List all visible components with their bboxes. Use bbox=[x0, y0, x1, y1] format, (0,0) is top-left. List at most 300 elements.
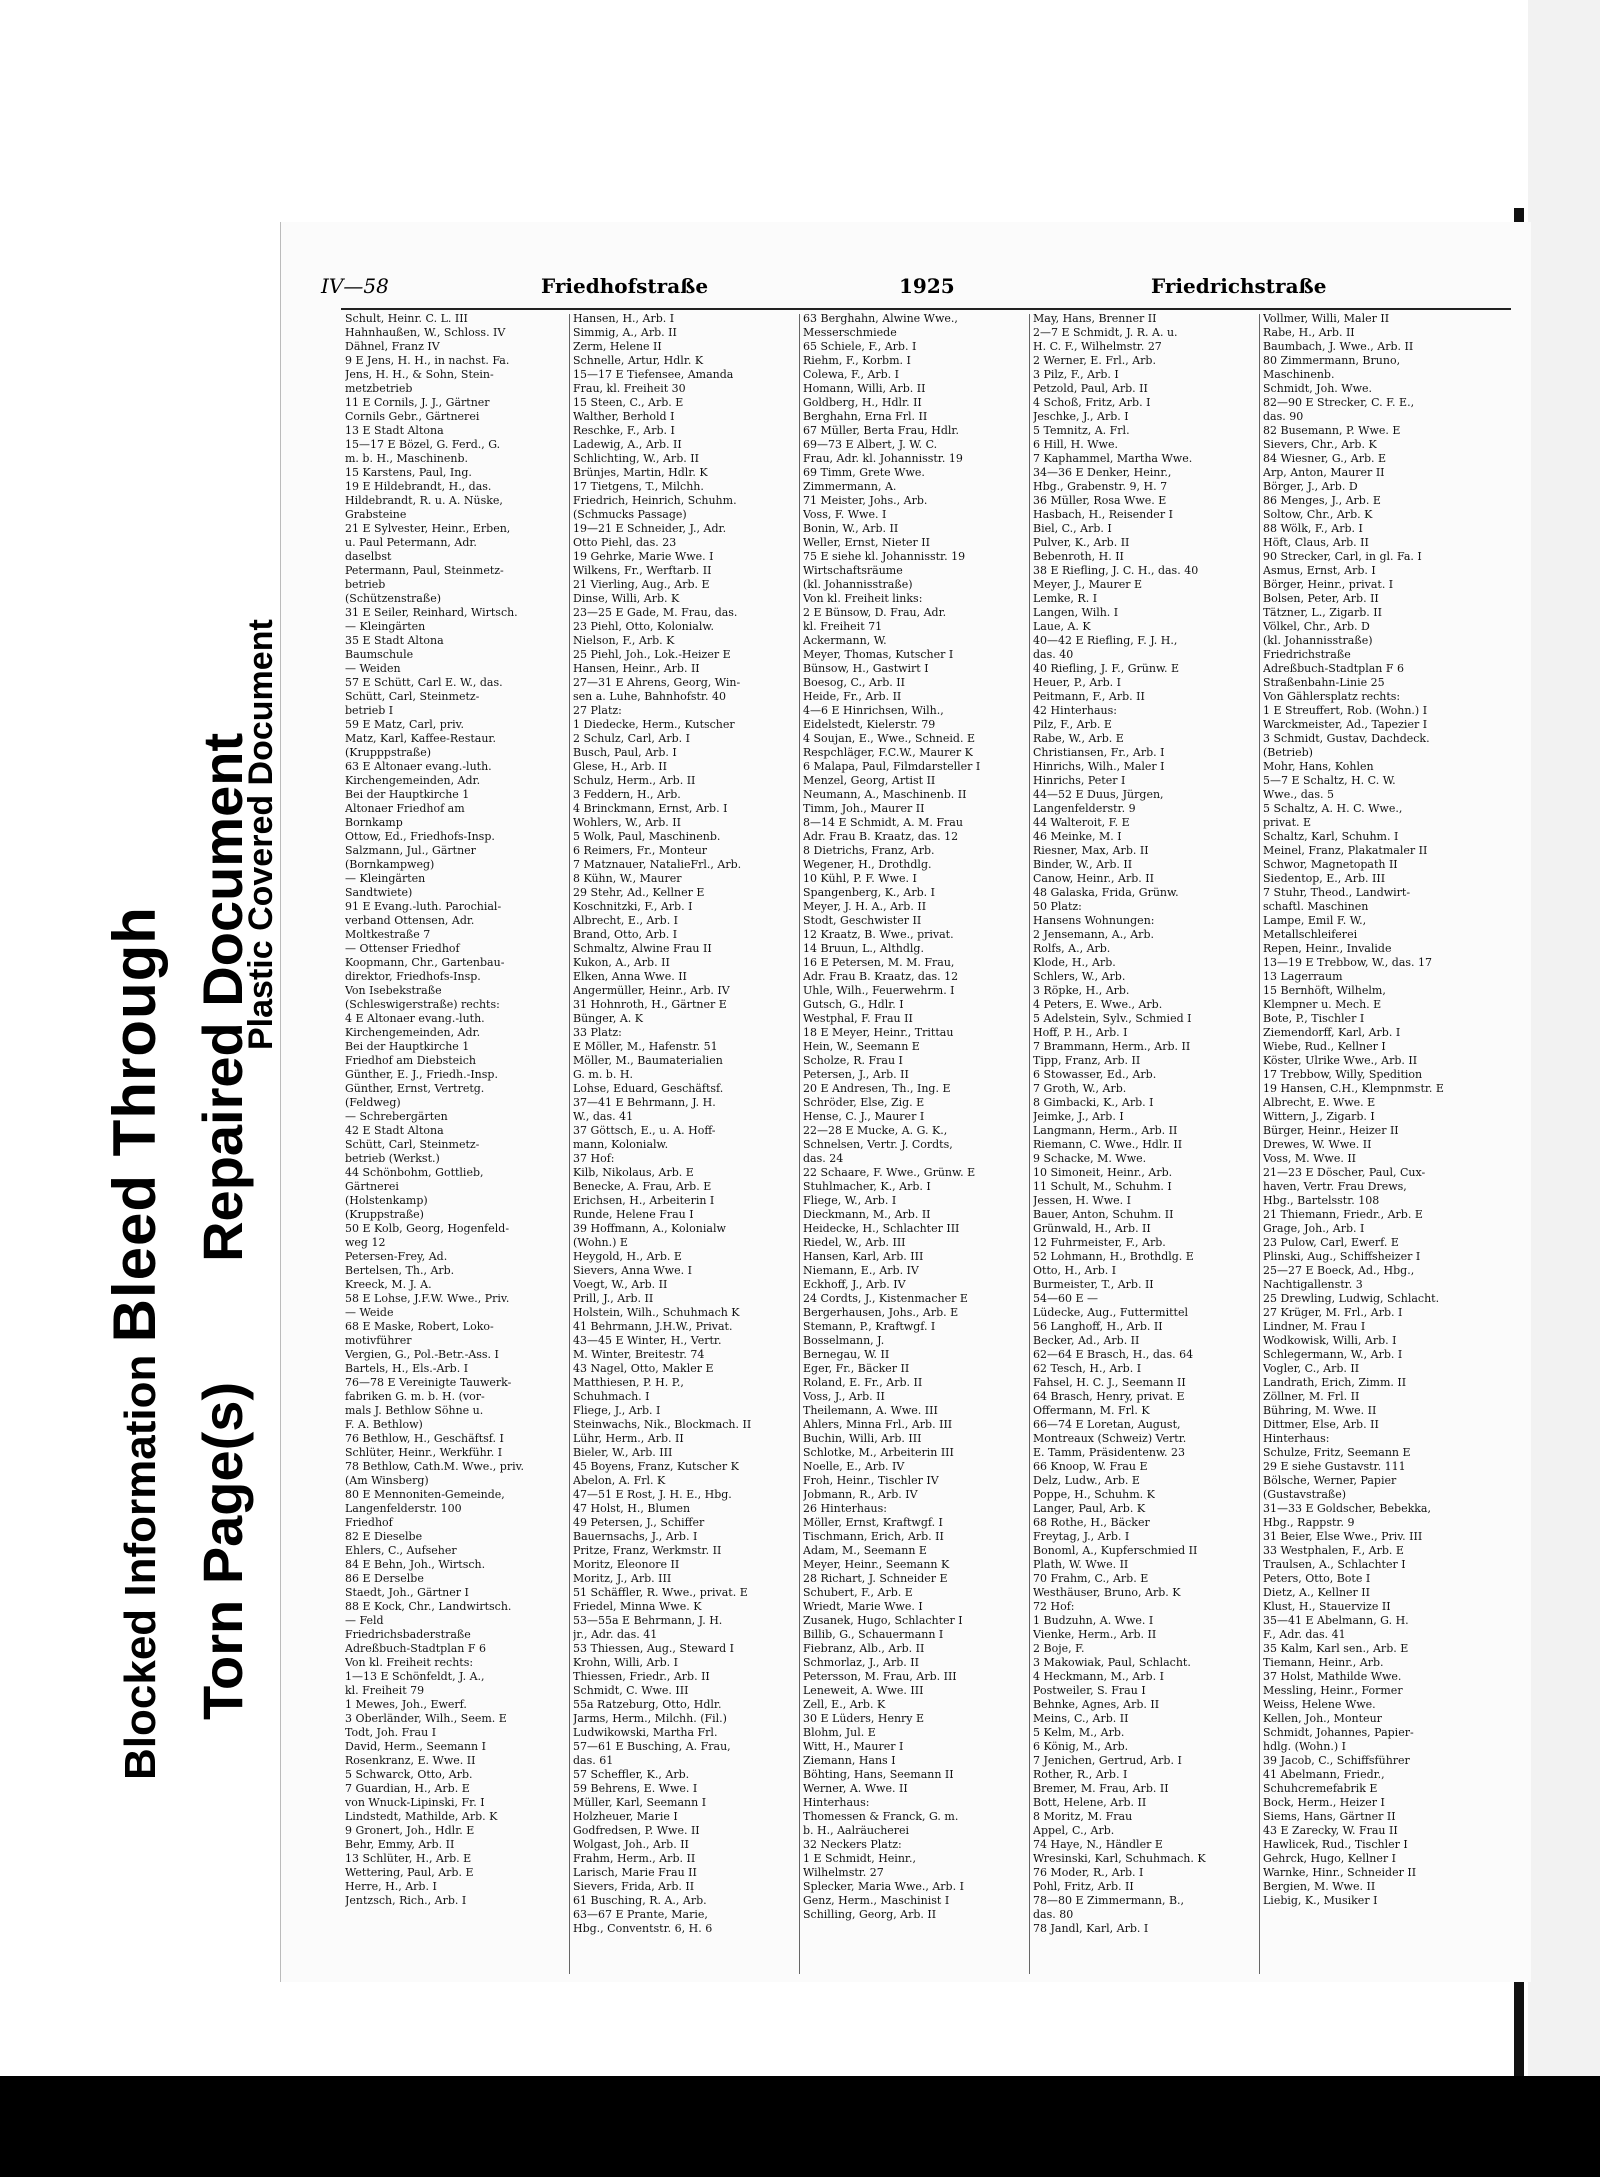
directory-entry: Voss, J., Arb. II bbox=[803, 1390, 885, 1403]
directory-entry: betrieb I bbox=[345, 704, 394, 717]
directory-entry: Buchin, Willi, Arb. III bbox=[803, 1432, 922, 1445]
directory-entry: (Schleswigerstraße) rechts: bbox=[345, 998, 500, 1011]
directory-entry: Voegt, W., Arb. II bbox=[573, 1278, 668, 1291]
directory-entry: Jens, H. H., & Sohn, Stein- bbox=[345, 368, 494, 381]
directory-entry: 5 Schaltz, A. H. C. Wwe., bbox=[1263, 802, 1403, 815]
directory-entry: 82 Busemann, P. Wwe. E bbox=[1263, 424, 1401, 437]
directory-entry: Hbg., Grabenstr. 9, H. 7 bbox=[1033, 480, 1168, 493]
directory-entry: 15—17 E Bözel, G. Ferd., G. bbox=[345, 438, 501, 451]
directory-entry: (Kruppstraße) bbox=[345, 1208, 424, 1221]
directory-entry: — Weiden bbox=[345, 662, 401, 675]
directory-entry: Klode, H., Arb. bbox=[1033, 956, 1116, 969]
directory-entry: privat. E bbox=[1263, 816, 1312, 829]
directory-entry: 70 Frahm, C., Arb. E bbox=[1033, 1572, 1149, 1585]
directory-entry: Behr, Emmy, Arb. II bbox=[345, 1838, 455, 1851]
directory-entry: Krohn, Willi, Arb. I bbox=[573, 1656, 679, 1669]
directory-entry: Tischmann, Erich, Arb. II bbox=[803, 1530, 944, 1543]
directory-entry: Burmeister, T., Arb. II bbox=[1033, 1278, 1154, 1291]
directory-entry: Cornils Gebr., Gärtnerei bbox=[345, 410, 480, 423]
directory-entry: 36 Müller, Rosa Wwe. E bbox=[1033, 494, 1167, 507]
directory-entry: Von Gählersplatz rechts: bbox=[1263, 690, 1401, 703]
directory-entry: Weller, Ernst, Nieter II bbox=[803, 536, 930, 549]
directory-entry: Bott, Helene, Arb. II bbox=[1033, 1796, 1147, 1809]
directory-entry: (Gustavstraße) bbox=[1263, 1488, 1347, 1501]
directory-entry: Sievers, Anna Wwe. I bbox=[573, 1264, 692, 1277]
directory-entry: 8—14 E Schmidt, A. M. Frau bbox=[803, 816, 963, 829]
directory-entry: Kilb, Nikolaus, Arb. E bbox=[573, 1166, 694, 1179]
directory-entry: Schulz, Herm., Arb. II bbox=[573, 774, 696, 787]
directory-entry: 19 Gehrke, Marie Wwe. I bbox=[573, 550, 714, 563]
directory-entry: (kl. Johannisstraße) bbox=[1263, 634, 1373, 647]
directory-entry: Hahnhaußen, W., Schloss. IV bbox=[345, 326, 506, 339]
directory-entry: 82 E Dieselbe bbox=[345, 1530, 423, 1543]
directory-entry: u. Paul Petermann, Adr. bbox=[345, 536, 477, 549]
directory-entry: kl. Freiheit 71 bbox=[803, 620, 883, 633]
directory-entry: Herre, H., Arb. I bbox=[345, 1880, 437, 1893]
directory-entry: Meyer, Heinr., Seemann K bbox=[803, 1558, 950, 1571]
directory-entry: Pohl, Fritz, Arb. II bbox=[1033, 1880, 1134, 1893]
directory-entry: Altonaer Friedhof am bbox=[345, 802, 465, 815]
directory-entry: Thomessen & Franck, G. m. bbox=[803, 1810, 959, 1823]
directory-entry: Soltow, Chr., Arb. K bbox=[1263, 508, 1373, 521]
directory-entry: 17 Trebbow, Willy, Spedition bbox=[1263, 1068, 1423, 1081]
directory-entry: jr., Adr. das. 41 bbox=[573, 1628, 658, 1641]
directory-entry: Heide, Fr., Arb. II bbox=[803, 690, 902, 703]
directory-entry: (Schützenstraße) bbox=[345, 592, 441, 605]
directory-entry: Schmaltz, Alwine Frau II bbox=[573, 942, 712, 955]
directory-entry: Todt, Joh. Frau I bbox=[345, 1726, 437, 1739]
directory-entry: 7 Groth, W., Arb. bbox=[1033, 1082, 1127, 1095]
directory-entry: 58 E Lohse, J.F.W. Wwe., Priv. bbox=[345, 1292, 510, 1305]
directory-entry: Walther, Berhold I bbox=[573, 410, 675, 423]
directory-entry: (Betrieb) bbox=[1263, 746, 1313, 759]
directory-entry: Blohm, Jul. E bbox=[803, 1726, 876, 1739]
directory-entry: Böhting, Hans, Seemann II bbox=[803, 1768, 954, 1781]
directory-entry: 59 Behrens, E. Wwe. I bbox=[573, 1782, 698, 1795]
directory-entry: 8 Kühn, W., Maurer bbox=[573, 872, 682, 885]
directory-entry: 57 E Schütt, Carl E. W., das. bbox=[345, 676, 503, 689]
directory-entry: Bölsche, Werner, Papier bbox=[1263, 1474, 1397, 1487]
directory-entry: 19 Hansen, C.H., Klempnmstr. E bbox=[1263, 1082, 1444, 1095]
directory-entry: 44 Schönbohm, Gottlieb, bbox=[345, 1166, 484, 1179]
directory-entry: 8 Dietrichs, Franz, Arb. bbox=[803, 844, 935, 857]
directory-entry: (Holstenkamp) bbox=[345, 1194, 428, 1207]
directory-entry: 56 Langhoff, H., Arb. II bbox=[1033, 1320, 1163, 1333]
directory-entry: 33 Westphalen, F., Arb. E bbox=[1263, 1544, 1404, 1557]
directory-entry: Lohse, Eduard, Geschäftsf. bbox=[573, 1082, 724, 1095]
directory-entry: 90 Strecker, Carl, in gl. Fa. I bbox=[1263, 550, 1422, 563]
directory-entry: 9 E Jens, H. H., in nachst. Fa. bbox=[345, 354, 510, 367]
directory-entry: 8 Gimbacki, K., Arb. I bbox=[1033, 1096, 1154, 1109]
column-3 bbox=[803, 312, 1025, 1972]
directory-entry: 64 Brasch, Henry, privat. E bbox=[1033, 1390, 1185, 1403]
directory-entry: Koopmann, Chr., Gartenbau- bbox=[345, 956, 505, 969]
directory-entry: Bünger, A. K bbox=[573, 1012, 644, 1025]
directory-entry: mals J. Bethlow Söhne u. bbox=[345, 1404, 484, 1417]
directory-entry: Plinski, Aug., Schiffsheizer I bbox=[1263, 1250, 1421, 1263]
directory-entry: Heuer, P., Arb. I bbox=[1033, 676, 1121, 689]
directory-entry: Pilz, F., Arb. E bbox=[1033, 718, 1112, 731]
directory-entry: 31 E Seiler, Reinhard, Wirtsch. bbox=[345, 606, 518, 619]
directory-entry: 11 E Cornils, J. J., Gärtner bbox=[345, 396, 490, 409]
directory-entry: 54—60 E — bbox=[1033, 1292, 1099, 1305]
directory-entry: Langer, Paul, Arb. K bbox=[1033, 1502, 1146, 1515]
directory-entry: Schütt, Carl, Steinmetz- bbox=[345, 1138, 480, 1151]
directory-entry: Steinwachs, Nik., Blockmach. II bbox=[573, 1418, 752, 1431]
directory-entry: Petzold, Paul, Arb. II bbox=[1033, 382, 1148, 395]
directory-entry: 16 E Petersen, M. M. Frau, bbox=[803, 956, 955, 969]
directory-entry: 91 E Evang.-luth. Parochial- bbox=[345, 900, 502, 913]
directory-entry: 21 Thiemann, Friedr., Arb. E bbox=[1263, 1208, 1423, 1221]
directory-entry: Von kl. Freiheit rechts: bbox=[345, 1656, 474, 1669]
directory-entry: 5 Schwarck, Otto, Arb. bbox=[345, 1768, 473, 1781]
directory-entry: 13 Schlüter, H., Arb. E bbox=[345, 1852, 472, 1865]
directory-entry: 15 Steen, C., Arb. E bbox=[573, 396, 684, 409]
directory-entry: Matz, Karl, Kaffee-Restaur. bbox=[345, 732, 496, 745]
directory-entry: Brand, Otto, Arb. I bbox=[573, 928, 678, 941]
directory-entry: Ehlers, C., Aufseher bbox=[345, 1544, 457, 1557]
directory-entry: Adr. Frau B. Kraatz, das. 12 bbox=[803, 830, 959, 843]
directory-entry: Petermann, Paul, Steinmetz- bbox=[345, 564, 504, 577]
directory-entry: Witt, H., Maurer I bbox=[803, 1740, 904, 1753]
directory-entry: Ahlers, Minna Frl., Arb. III bbox=[803, 1418, 953, 1431]
directory-entry: 1 Diedecke, Herm., Kutscher bbox=[573, 718, 735, 731]
directory-entry: 72 Hof: bbox=[1033, 1600, 1075, 1613]
directory-entry: 69 Timm, Grete Wwe. bbox=[803, 466, 925, 479]
directory-entry: Günther, Ernst, Vertretg. bbox=[345, 1082, 485, 1095]
directory-entry: 47—51 E Rost, J. H. E., Hbg. bbox=[573, 1488, 732, 1501]
street-right: Friedrichstraße bbox=[1151, 274, 1327, 298]
directory-entry: Ziemann, Hans I bbox=[803, 1754, 896, 1767]
directory-entry: 32 Neckers Platz: bbox=[803, 1838, 902, 1851]
directory-entry: 4 Heckmann, M., Arb. I bbox=[1033, 1670, 1164, 1683]
directory-entry: 27 Krüger, M. Frl., Arb. I bbox=[1263, 1306, 1403, 1319]
directory-entry: Wwe., das. 5 bbox=[1263, 788, 1334, 801]
directory-entry: 29 Stehr, Ad., Kellner E bbox=[573, 886, 705, 899]
directory-entry: Lüdecke, Aug., Futtermittel bbox=[1033, 1306, 1188, 1319]
directory-entry: Börger, J., Arb. D bbox=[1263, 480, 1358, 493]
directory-entry: Köster, Ulrike Wwe., Arb. II bbox=[1263, 1054, 1418, 1067]
directory-entry: Homann, Willi, Arb. II bbox=[803, 382, 926, 395]
directory-entry: M. Winter, Breitestr. 74 bbox=[573, 1348, 705, 1361]
directory-entry: 43 Nagel, Otto, Makler E bbox=[573, 1362, 714, 1375]
label-torn: Torn Page(s) bbox=[191, 1381, 254, 1720]
directory-entry: Langenfelderstr. 100 bbox=[345, 1502, 462, 1515]
directory-entry: Kellen, Joh., Monteur bbox=[1263, 1712, 1382, 1725]
directory-entry: 13 Lagerraum bbox=[1263, 970, 1343, 983]
directory-entry: Albrecht, E., Arb. I bbox=[573, 914, 679, 927]
directory-entry: 67 Müller, Berta Frau, Hdlr. bbox=[803, 424, 959, 437]
directory-entry: 5 Temnitz, A. Frl. bbox=[1033, 424, 1130, 437]
directory-entry: 59 E Matz, Carl, priv. bbox=[345, 718, 465, 731]
directory-entry: m. b. H., Maschinenb. bbox=[345, 452, 468, 465]
directory-entry: metzbetrieb bbox=[345, 382, 413, 395]
directory-entry: — Feld bbox=[345, 1614, 384, 1627]
directory-entry: Freytag, J., Arb. I bbox=[1033, 1530, 1130, 1543]
directory-entry: Hinterhaus: bbox=[1263, 1432, 1330, 1445]
directory-entry: Messling, Heinr., Former bbox=[1263, 1684, 1403, 1697]
directory-entry: Stodt, Geschwister II bbox=[803, 914, 922, 927]
directory-entry: verband Ottensen, Adr. bbox=[345, 914, 475, 927]
directory-entry: Benecke, A. Frau, Arb. E bbox=[573, 1180, 712, 1193]
directory-entry: Montreaux (Schweiz) Vertr. bbox=[1033, 1432, 1187, 1445]
directory-entry: Ackermann, W. bbox=[803, 634, 887, 647]
directory-entry: Friedrichsbaderstraße bbox=[345, 1628, 471, 1641]
directory-entry: Adreßbuch-Stadtplan F 6 bbox=[345, 1642, 486, 1655]
directory-entry: Vergien, G., Pol.-Betr.-Ass. I bbox=[345, 1348, 499, 1361]
directory-entry: 27 Platz: bbox=[573, 704, 622, 717]
directory-entry: Landrath, Erich, Zimm. II bbox=[1263, 1376, 1407, 1389]
directory-entry: Nielson, F., Arb. K bbox=[573, 634, 675, 647]
directory-entry: Klust, H., Stauervize II bbox=[1263, 1600, 1391, 1613]
directory-entry: Stuhlmacher, K., Arb. I bbox=[803, 1180, 931, 1193]
directory-entry: Dähnel, Franz IV bbox=[345, 340, 440, 353]
directory-entry: Riesner, Max, Arb. II bbox=[1033, 844, 1149, 857]
directory-entry: Schwor, Magnetopath II bbox=[1263, 858, 1398, 871]
directory-entry: von Wnuck-Lipinski, Fr. I bbox=[345, 1796, 485, 1809]
directory-entry: Lindstedt, Mathilde, Arb. K bbox=[345, 1810, 498, 1823]
directory-entry: 21—23 E Döscher, Paul, Cux- bbox=[1263, 1166, 1426, 1179]
directory-entry: Dinse, Willi, Arb. K bbox=[573, 592, 680, 605]
directory-entry: Jobmann, R., Arb. IV bbox=[803, 1488, 918, 1501]
directory-entry: Sievers, Frida, Arb. II bbox=[573, 1880, 695, 1893]
directory-entry: Ziemendorff, Karl, Arb. I bbox=[1263, 1026, 1401, 1039]
directory-entry: Genz, Herm., Maschinist I bbox=[803, 1894, 950, 1907]
directory-entry: Busch, Paul, Arb. I bbox=[573, 746, 677, 759]
directory-entry: Voss, F. Wwe. I bbox=[803, 508, 887, 521]
directory-entry: 76 Moder, R., Arb. I bbox=[1033, 1866, 1144, 1879]
directory-entry: 19—21 E Schneider, J., Adr. bbox=[573, 522, 727, 535]
directory-entry: Friedrich, Heinrich, Schuhm. bbox=[573, 494, 737, 507]
directory-entry: Moritz, Eleonore II bbox=[573, 1558, 680, 1571]
directory-entry: Gutsch, G., Hdlr. I bbox=[803, 998, 904, 1011]
directory-entry: Eidelstedt, Kielerstr. 79 bbox=[803, 718, 936, 731]
directory-entry: Sandtwiete) bbox=[345, 886, 413, 899]
directory-entry: motivführer bbox=[345, 1334, 412, 1347]
directory-entry: Drewes, W. Wwe. II bbox=[1263, 1138, 1372, 1151]
directory-entry: F., Adr. das. 41 bbox=[1263, 1628, 1346, 1641]
directory-entry: — Kleingärten bbox=[345, 872, 426, 885]
directory-entry: 47 Holst, H., Blumen bbox=[573, 1502, 691, 1515]
directory-entry: Offermann, M. Frl. K bbox=[1033, 1404, 1150, 1417]
directory-entry: Stemann, P., Kraftwgf. I bbox=[803, 1320, 936, 1333]
directory-entry: Laue, A. K bbox=[1033, 620, 1091, 633]
directory-entry: 80 E Mennoniten-Gemeinde, bbox=[345, 1488, 505, 1501]
directory-entry: Günther, E. J., Friedh.-Insp. bbox=[345, 1068, 498, 1081]
directory-entry: Jarms, Herm., Milchh. (Fil.) bbox=[573, 1712, 727, 1725]
directory-entry: Metallschleiferei bbox=[1263, 928, 1358, 941]
directory-entry: 3 Makowiak, Paul, Schlacht. bbox=[1033, 1656, 1191, 1669]
directory-entry: Wilhelmstr. 27 bbox=[803, 1866, 884, 1879]
column-divider bbox=[1029, 314, 1030, 1974]
directory-entry: 35 Kalm, Karl sen., Arb. E bbox=[1263, 1642, 1409, 1655]
directory-entry: Hbg., Bartelsstr. 108 bbox=[1263, 1194, 1380, 1207]
directory-entry: Lemke, R. I bbox=[1033, 592, 1098, 605]
directory-entry: 1—13 E Schönfeldt, J. A., bbox=[345, 1670, 485, 1683]
directory-entry: Heygold, H., Arb. E bbox=[573, 1250, 682, 1263]
directory-entry: 31 Hohnroth, H., Gärtner E bbox=[573, 998, 727, 1011]
directory-entry: Peters, Otto, Bote I bbox=[1263, 1572, 1371, 1585]
directory-entry: Zusanek, Hugo, Schlachter I bbox=[803, 1614, 963, 1627]
directory-entry: (Wohn.) E bbox=[573, 1236, 628, 1249]
directory-entry: Westhäuser, Bruno, Arb. K bbox=[1033, 1586, 1181, 1599]
directory-entry: Bremer, M. Frau, Arb. II bbox=[1033, 1782, 1169, 1795]
directory-entry: Klempner u. Mech. E bbox=[1263, 998, 1382, 1011]
directory-entry: Salzmann, Jul., Gärtner bbox=[345, 844, 476, 857]
directory-entry: Schütt, Carl, Steinmetz- bbox=[345, 690, 480, 703]
directory-entry: fabriken G. m. b. H. (vor- bbox=[345, 1390, 485, 1403]
directory-entry: Maschinenb. bbox=[1263, 368, 1335, 381]
directory-entry: 43 E Zarecky, W. Frau II bbox=[1263, 1824, 1398, 1837]
directory-entry: das. 80 bbox=[1033, 1908, 1074, 1921]
directory-entry: Hinrichs, Peter I bbox=[1033, 774, 1126, 787]
label-plastic: Plastic Covered Document bbox=[242, 619, 280, 1050]
directory-entry: Wittern, J., Zigarb. I bbox=[1263, 1110, 1375, 1123]
directory-entry: Arp, Anton, Maurer II bbox=[1263, 466, 1385, 479]
directory-entry: 8 Moritz, M. Frau bbox=[1033, 1810, 1133, 1823]
page-number: IV—58 bbox=[321, 274, 389, 298]
directory-entry: 65 Schiele, F., Arb. I bbox=[803, 340, 917, 353]
directory-entry: Tiemann, Heinr., Arb. bbox=[1263, 1656, 1384, 1669]
directory-entry: 35—41 E Abelmann, G. H. bbox=[1263, 1614, 1409, 1627]
directory-entry: 61 Busching, R. A., Arb. bbox=[573, 1894, 707, 1907]
directory-entry: Frau, kl. Freiheit 30 bbox=[573, 382, 686, 395]
directory-entry: Thiessen, Friedr., Arb. II bbox=[573, 1670, 710, 1683]
directory-entry: 7 Jenichen, Gertrud, Arb. I bbox=[1033, 1754, 1182, 1767]
directory-entry: — Schrebergärten bbox=[345, 1110, 448, 1123]
directory-entry: 9 Gronert, Joh., Hdlr. E bbox=[345, 1824, 475, 1837]
directory-entry: Frau, Adr. kl. Johannisstr. 19 bbox=[803, 452, 963, 465]
directory-entry: Zimmermann, A. bbox=[803, 480, 897, 493]
directory-entry: Rabe, H., Arb. II bbox=[1263, 326, 1355, 339]
directory-entry: 88 Wölk, F., Arb. I bbox=[1263, 522, 1363, 535]
directory-entry: 2 Boje, F. bbox=[1033, 1642, 1085, 1655]
directory-entry: Völkel, Chr., Arb. D bbox=[1263, 620, 1370, 633]
adjacent-page-strip bbox=[1528, 0, 1600, 2177]
directory-entry: schaftl. Maschinen bbox=[1263, 900, 1369, 913]
directory-entry: 21 E Sylvester, Heinr., Erben, bbox=[345, 522, 511, 535]
directory-entry: Sievers, Chr., Arb. K bbox=[1263, 438, 1377, 451]
directory-entry: Bebenroth, H. II bbox=[1033, 550, 1124, 563]
directory-entry: 46 Meinke, M. I bbox=[1033, 830, 1122, 843]
column-4 bbox=[1033, 312, 1255, 1972]
directory-entry: Rolfs, A., Arb. bbox=[1033, 942, 1111, 955]
directory-entry: (Am Winsberg) bbox=[345, 1474, 429, 1487]
directory-entry: Wriedt, Marie Wwe. I bbox=[803, 1600, 923, 1613]
column-divider bbox=[799, 314, 800, 1974]
directory-entry: Otto Piehl, das. 23 bbox=[573, 536, 677, 549]
directory-entry: Dittmer, Else, Arb. II bbox=[1263, 1418, 1379, 1431]
directory-entry: 5—7 E Schaltz, H. C. W. bbox=[1263, 774, 1396, 787]
directory-entry: Erichsen, H., Arbeiterin I bbox=[573, 1194, 715, 1207]
directory-entry: 4 Brinckmann, Ernst, Arb. I bbox=[573, 802, 728, 815]
page-header bbox=[281, 266, 1531, 306]
directory-entry: Schmorlaz, J., Arb. II bbox=[803, 1656, 919, 1669]
directory-entry: Mohr, Hans, Kohlen bbox=[1263, 760, 1374, 773]
directory-entry: Bauer, Anton, Schuhm. II bbox=[1033, 1208, 1174, 1221]
directory-entry: (Krupppstraße) bbox=[345, 746, 432, 759]
directory-entry: 6 Malapa, Paul, Filmdarsteller I bbox=[803, 760, 981, 773]
directory-entry: — Weide bbox=[345, 1306, 394, 1319]
directory-entry: Lampe, Emil F. W., bbox=[1263, 914, 1367, 927]
directory-entry: Bote, P., Tischler I bbox=[1263, 1012, 1365, 1025]
directory-entry: Koschnitzki, F., Arb. I bbox=[573, 900, 693, 913]
directory-entry: Zöllner, M. Frl. II bbox=[1263, 1390, 1360, 1403]
directory-entry: Grabsteine bbox=[345, 508, 407, 521]
directory-entry: Gärtnerei bbox=[345, 1180, 399, 1193]
directory-entry: Bauernsachs, J., Arb. I bbox=[573, 1530, 698, 1543]
directory-entry: — Kleingärten bbox=[345, 620, 426, 633]
directory-entry: Schlüter, Heinr., Werkführ. I bbox=[345, 1446, 503, 1459]
header-rule bbox=[341, 308, 1511, 310]
directory-entry: Zerm, Helene II bbox=[573, 340, 662, 353]
column-2 bbox=[573, 312, 795, 1972]
directory-entry: 88 E Kock, Chr., Landwirtsch. bbox=[345, 1600, 512, 1613]
directory-entry: Becker, Ad., Arb. II bbox=[1033, 1334, 1140, 1347]
directory-entry: Fliege, W., Arb. I bbox=[803, 1194, 897, 1207]
directory-entry: 4 Peters, E. Wwe., Arb. bbox=[1033, 998, 1163, 1011]
directory-entry: Peitmann, F., Arb. II bbox=[1033, 690, 1145, 703]
directory-entry: 49 Petersen, J., Schiffer bbox=[573, 1516, 705, 1529]
directory-entry: Schlotke, M., Arbeiterin III bbox=[803, 1446, 954, 1459]
directory-entry: Uhle, Wilh., Feuerwehrm. I bbox=[803, 984, 955, 997]
directory-entry: Holzheuer, Marie I bbox=[573, 1810, 678, 1823]
directory-entry: 6 König, M., Arb. bbox=[1033, 1740, 1129, 1753]
directory-entry: 25 Piehl, Joh., Lok.-Heizer E bbox=[573, 648, 731, 661]
directory-entry: Abelon, A. Frl. K bbox=[573, 1474, 666, 1487]
directory-entry: Lühr, Herm., Arb. II bbox=[573, 1432, 684, 1445]
directory-entry: 41 Behrmann, J.H.W., Privat. bbox=[573, 1320, 733, 1333]
directory-entry: Scholze, R. Frau I bbox=[803, 1054, 903, 1067]
directory-entry: 35 E Stadt Altona bbox=[345, 634, 444, 647]
directory-entry: 1 E Schmidt, Heinr., bbox=[803, 1852, 916, 1865]
directory-entry: 48 Galaska, Frida, Grünw. bbox=[1033, 886, 1179, 899]
directory-entry: Biel, C., Arb. I bbox=[1033, 522, 1112, 535]
directory-entry: das. 61 bbox=[573, 1754, 614, 1767]
directory-entry: Weiss, Helene Wwe. bbox=[1263, 1698, 1376, 1711]
directory-entry: 26 Hinterhaus: bbox=[803, 1502, 887, 1515]
directory-entry: 34—36 E Denker, Heinr., bbox=[1033, 466, 1172, 479]
directory-entry: Tipp, Franz, Arb. II bbox=[1033, 1054, 1141, 1067]
directory-entry: das. 24 bbox=[803, 1152, 844, 1165]
directory-entry: 17 Tietgens, T., Milchh. bbox=[573, 480, 704, 493]
directory-entry: 41 Abelmann, Friedr., bbox=[1263, 1768, 1385, 1781]
directory-entry: Wiebe, Rud., Kellner I bbox=[1263, 1040, 1386, 1053]
directory-entry: Theilemann, A. Wwe. III bbox=[803, 1404, 938, 1417]
directory-entry: 2 Jensemann, A., Arb. bbox=[1033, 928, 1154, 941]
directory-entry: Jeschke, J., Arb. I bbox=[1033, 410, 1129, 423]
directory-entry: Hense, C. J., Maurer I bbox=[803, 1110, 925, 1123]
directory-entry: Leneweit, A. Wwe. III bbox=[803, 1684, 924, 1697]
directory-entry: Hildebrandt, R. u. A. Nüske, bbox=[345, 494, 503, 507]
directory-entry: Pritze, Franz, Werkmstr. II bbox=[573, 1544, 722, 1557]
directory-entry: Bei der Hauptkirche 1 bbox=[345, 1040, 470, 1053]
directory-entry: Albrecht, E. Wwe. E bbox=[1263, 1096, 1376, 1109]
directory-entry: 37—41 E Behrmann, J. H. bbox=[573, 1096, 716, 1109]
directory-entry: Tätzner, L., Zigarb. II bbox=[1263, 606, 1382, 619]
directory-entry: 55a Ratzeburg, Otto, Hdlr. bbox=[573, 1698, 722, 1711]
directory-entry: Warnke, Hinr., Schneider II bbox=[1263, 1866, 1417, 1879]
directory-entry: 71 Meister, Johs., Arb. bbox=[803, 494, 928, 507]
directory-entry: Goldberg, H., Hdlr. II bbox=[803, 396, 922, 409]
directory-entry: Bürger, Heinr., Heizer II bbox=[1263, 1124, 1399, 1137]
directory-entry: Schnelle, Artur, Hdlr. K bbox=[573, 354, 704, 367]
directory-entry: 22—28 E Mucke, A. G. K., bbox=[803, 1124, 948, 1137]
directory-entry: Schulze, Fritz, Seemann E bbox=[1263, 1446, 1411, 1459]
directory-entry: David, Herm., Seemann I bbox=[345, 1740, 486, 1753]
directory-entry: Zell, E., Arb. K bbox=[803, 1698, 886, 1711]
directory-entry: Bünsow, H., Gastwirt I bbox=[803, 662, 929, 675]
